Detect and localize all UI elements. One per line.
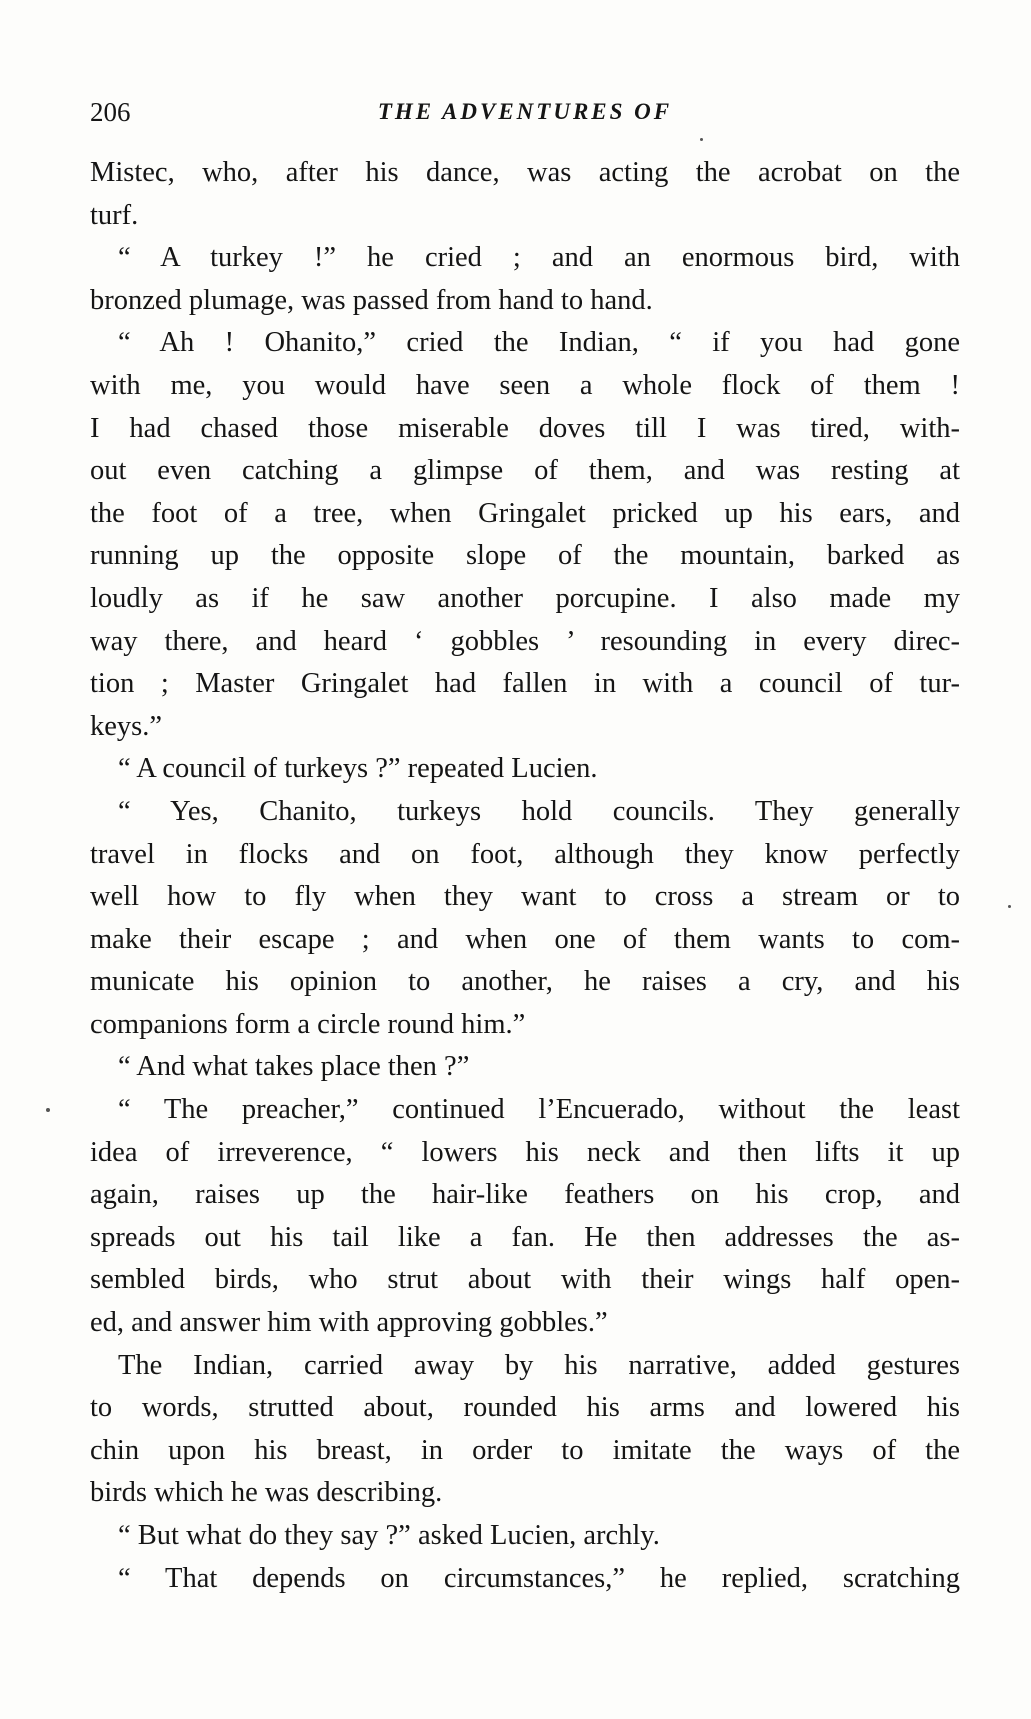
text-line: to words, strutted about, rounded his arms and lowered his <box>90 1392 960 1424</box>
text-line: “ A turkey !” he cried ; and an enormous bird, with <box>118 242 960 274</box>
text-line: running up the opposite slope of the mountain, barked as <box>90 540 960 572</box>
text-line: make their escape ; and when one of them wants to com- <box>90 923 960 955</box>
page-header <box>90 92 960 132</box>
text-line: with me, you would have seen a whole flock of them ! <box>90 369 960 401</box>
text-line: travel in flocks and on foot, although they know perfectly <box>90 838 960 870</box>
text-line: “ Ah ! Ohanito,” cried the Indian, “ if you had gone <box>118 327 960 359</box>
text-line: “ A council of turkeys ?” repeated Lucien. <box>118 753 598 785</box>
text-line: Mistec, who, after his dance, was acting the acrobat on the <box>90 157 960 188</box>
text-line: way there, and heard ‘ gobbles ’ resounding in every direc- <box>90 625 960 657</box>
text-line: “ That depends on circumstances,” he replied, scratching <box>118 1562 960 1594</box>
text-line: sembled birds, who strut about with their wings half open- <box>90 1264 960 1296</box>
text-line: loudly as if he saw another porcupine. I also made my <box>90 582 960 614</box>
text-line: again, raises up the hair-like feathers on his crop, and <box>90 1179 960 1211</box>
body-text <box>90 152 960 1600</box>
text-line: I had chased those miserable doves till I was tired, with- <box>90 412 960 444</box>
text-line: out even catching a glimpse of them, and was resting at <box>90 455 960 487</box>
print-speck <box>46 1108 50 1112</box>
text-line: well how to fly when they want to cross a stream or to <box>90 881 960 913</box>
text-line: “ But what do they say ?” asked Lucien, archly. <box>118 1520 660 1551</box>
print-speck <box>1008 905 1011 908</box>
text-line: bronzed plumage, was passed from hand to hand. <box>90 284 653 316</box>
text-line: companions form a circle round him.” <box>90 1008 526 1040</box>
text-line: the foot of a tree, when Gringalet pricked up his ears, and <box>90 497 960 529</box>
text-line: idea of irreverence, “ lowers his neck and then lifts it up <box>90 1136 960 1168</box>
text-line: birds which he was describing. <box>90 1477 443 1509</box>
text-line: “ Yes, Chanito, turkeys hold councils. They generally <box>118 795 960 827</box>
text-line: keys.” <box>90 710 163 742</box>
page-number: 206 <box>90 97 131 127</box>
text-line: ed, and answer him with approving gobbles.” <box>90 1307 608 1339</box>
text-line: “ And what takes place then ?” <box>118 1051 470 1083</box>
running-title: THE ADVENTURES OF <box>377 99 673 124</box>
text-line: tion ; Master Gringalet had fallen in with a council of tur- <box>90 668 960 700</box>
print-speck <box>700 138 703 141</box>
text-line: turf. <box>90 199 139 231</box>
text-line: chin upon his breast, in order to imitate the ways of the <box>90 1434 960 1466</box>
text-line: “ The preacher,” continued l’Encuerado, without the least <box>118 1094 960 1126</box>
text-line: spreads out his tail like a fan. He then addresses the as- <box>90 1221 960 1253</box>
text-line: The Indian, carried away by his narrative, added gestures <box>118 1349 960 1381</box>
text-line: municate his opinion to another, he raises a cry, and his <box>90 966 960 998</box>
